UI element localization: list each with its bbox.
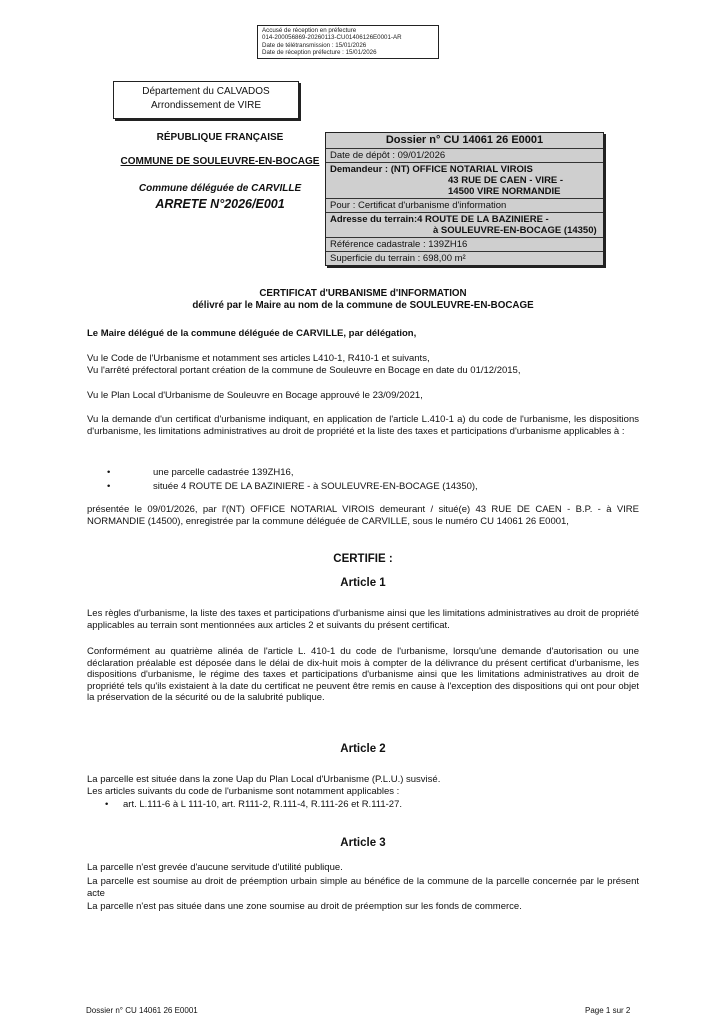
- republic-heading: RÉPUBLIQUE FRANÇAISE: [156, 132, 284, 143]
- reference-cadastrale: Référence cadastrale : 139ZH16: [326, 237, 603, 251]
- certifie-heading: CERTIFIE :: [333, 553, 393, 565]
- pour: Pour : Certificat d'urbanisme d'information: [326, 198, 603, 212]
- article-1-paragraph-2: Conformément au quatrième alinéa de l'article L. 410-1 du code de l'urbanisme, lorsqu'une demande d'autorisation ou une déclaration préalable est déposée dans le délai de dix-huit mois à compter de la délivrance du présent certificat d'urbanisme, les dispositions d'urbanisme, le régime des taxes et participations d'urbanisme ainsi que les limitations administratives au droit de propriété tels qu'ils existaient à la date du certificat ne peuvent être remis en cause à l'exception des dispositions qui ont pour objet la préservation de la sécurité ou de la salubrité publique.: [87, 646, 639, 704]
- list-item: [87, 799, 639, 811]
- demandeur-block: [326, 162, 603, 198]
- article-2-title: Article 2: [340, 743, 386, 755]
- demandeur-address-1: 43 RUE DE CAEN - VIRE -: [448, 175, 564, 186]
- terrain-address-2: à SOULEUVRE-EN-BOCAGE (14350): [433, 225, 597, 236]
- reception-stamp: [257, 25, 439, 59]
- department-name: Département du CALVADOS: [142, 86, 270, 97]
- footer-dossier: Dossier n° CU 14061 26 E0001: [86, 1006, 198, 1015]
- superficie: Superficie du terrain : 698,00 m²: [326, 251, 603, 265]
- article-2-paragraph-2: Les articles suivants du code de l'urbanisme sont notamment applicables :: [87, 786, 400, 797]
- articles-list: art. L.111-6 à L 111-10, art. R111-2, R.111-4, R.111-26 et R.111-27.: [123, 799, 402, 810]
- stamp-line: Accusé de réception en préfecture: [262, 27, 357, 34]
- dossier-title: Dossier n° CU 14061 26 E0001: [385, 134, 544, 146]
- stamp-line: Date de réception préfecture : 15/01/2026: [262, 49, 377, 57]
- date-depot: Date de dépôt : 09/01/2026: [326, 148, 603, 162]
- article-2-paragraph-1: La parcelle est située dans la zone Uap du Plan Local d'Urbanisme (P.L.U.) susvisé.: [87, 774, 441, 785]
- maire-statement: Le Maire délégué de la commune déléguée de CARVILLE, par délégation,: [87, 328, 417, 339]
- certificate-subtitle: délivré par le Maire au nom de la commune de SOULEUVRE-EN-BOCAGE: [192, 300, 534, 311]
- article-3-paragraph-3: La parcelle n'est pas située dans une zone soumise au droit de préemption sur les fonds de commerce.: [87, 901, 522, 912]
- bullet-icon: •: [107, 467, 111, 478]
- article-1-title: Article 1: [340, 577, 386, 589]
- vu-code-urbanisme: Vu le Code de l'Urbanisme et notamment ses articles L410-1, R410-1 et suivants,: [87, 353, 430, 364]
- vu-plu: Vu le Plan Local d'Urbanisme de Souleuvre en Bocage approuvé le 23/09/2021,: [87, 390, 423, 401]
- bullet-icon: •: [105, 799, 109, 810]
- article-1-paragraph-1: Les règles d'urbanisme, la liste des taxes et participations d'urbanisme ainsi que les limitations administratives au droit de propriété applicables au terrain sont mentionnées aux articles 2 et suivants du présent certificat.: [87, 608, 639, 631]
- department-box: [113, 81, 299, 119]
- arrondissement-name: Arrondissement de VIRE: [150, 100, 262, 111]
- commune-deleguee-heading: Commune déléguée de CARVILLE: [138, 183, 302, 194]
- article-3-paragraph-1: La parcelle n'est grevée d'aucune servitude d'utilité publique.: [87, 862, 343, 873]
- list-item: [87, 467, 639, 479]
- stamp-line: 014-200056869-20260113-CU01406126E0001-AR: [262, 34, 402, 42]
- vu-arrete-prefectoral: Vu l'arrêté préfectoral portant création de la commune de Souleuvre en Bocage en date du 01/12/2015,: [87, 365, 521, 376]
- certificate-title: CERTIFICAT d'URBANISME d'INFORMATION: [259, 288, 467, 299]
- article-3-paragraph-2: La parcelle est soumise au droit de préemption urbain simple au bénéfice de la commune de la parcelle concernée par le présent acte: [87, 876, 639, 899]
- vu-demande: Vu la demande d'un certificat d'urbanisme indiquant, en application de l'article L.410-1 a) du code de l'urbanisme, les dispositions d'urbanisme, les limitations administratives au droit de propriété et la liste des taxes et participations d'urbanisme applicables à :: [87, 414, 639, 437]
- terrain-address: Adresse du terrain:4 ROUTE DE LA BAZINIERE -: [330, 214, 549, 225]
- parcel-line: une parcelle cadastrée 139ZH16,: [153, 467, 294, 478]
- terrain-address-block: [326, 212, 603, 237]
- page-number: Page 1 sur 2: [585, 1006, 631, 1015]
- article-3-title: Article 3: [340, 837, 386, 849]
- bullet-icon: •: [107, 481, 111, 492]
- dossier-box: [325, 132, 604, 266]
- address-line: située 4 ROUTE DE LA BAZINIERE - à SOULEUVRE-EN-BOCAGE (14350),: [153, 481, 478, 492]
- stamp-line: Date de télétransmission : 15/01/2026: [262, 41, 367, 49]
- list-item: [87, 481, 639, 493]
- presentee-paragraph: présentée le 09/01/2026, par l'(NT) OFFICE NOTARIAL VIROIS demeurant / situé(e) 43 RUE DE CAEN - B.P. - à VIRE NORMANDIE (14500), enregistrée par la commune déléguée de CARVILLE, sous le numéro CU 14061 26 E0001,: [87, 504, 639, 527]
- arrete-number: ARRETE N°2026/E001: [155, 197, 285, 211]
- demandeur: Demandeur : (NT) OFFICE NOTARIAL VIROIS: [330, 164, 533, 175]
- commune-heading: COMMUNE DE SOULEUVRE-EN-BOCAGE: [120, 156, 320, 167]
- demandeur-address-2: 14500 VIRE NORMANDIE: [448, 186, 561, 197]
